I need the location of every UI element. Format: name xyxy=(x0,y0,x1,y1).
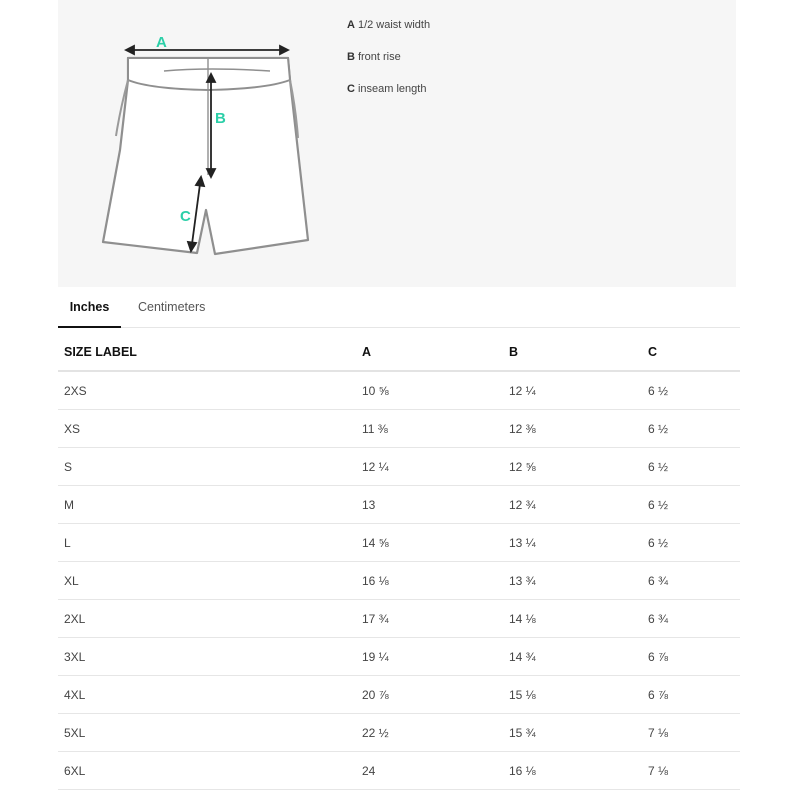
table-row xyxy=(58,410,740,448)
table-row xyxy=(58,371,740,410)
c-value-cell: 6 ½ xyxy=(642,448,740,486)
size-label-cell: S xyxy=(58,448,356,486)
b-value-cell: 15 ¾ xyxy=(503,714,642,752)
table-row xyxy=(58,562,740,600)
table-row xyxy=(58,486,740,524)
c-value-cell: 6 ½ xyxy=(642,486,740,524)
a-value-cell: 19 ¼ xyxy=(356,638,503,676)
size-chart-table xyxy=(58,333,740,790)
tab-inches[interactable]: Inches xyxy=(58,290,121,328)
legend-key: C xyxy=(347,83,355,95)
legend-text: front rise xyxy=(357,51,401,63)
b-value-cell: 14 ¾ xyxy=(503,638,642,676)
b-value-cell: 16 ⅛ xyxy=(503,752,642,790)
size-label-cell: 5XL xyxy=(58,714,356,752)
table-row xyxy=(58,524,740,562)
c-value-cell: 6 ½ xyxy=(642,524,740,562)
b-value-cell: 12 ¾ xyxy=(503,486,642,524)
c-value-cell: 6 ½ xyxy=(642,371,740,410)
size-label-cell: 4XL xyxy=(58,676,356,714)
a-value-cell: 24 xyxy=(356,752,503,790)
size-label-cell: XS xyxy=(58,410,356,448)
a-value-cell: 13 xyxy=(356,486,503,524)
legend-key: A xyxy=(347,19,355,31)
c-value-cell: 6 ¾ xyxy=(642,562,740,600)
table-row xyxy=(58,638,740,676)
table-body xyxy=(58,371,740,790)
c-value-cell: 6 ⅞ xyxy=(642,638,740,676)
diagram-label-a: A xyxy=(156,34,167,51)
table-row xyxy=(58,676,740,714)
column-header-size-label: SIZE LABEL xyxy=(58,333,356,371)
diagram-label-b: B xyxy=(215,110,226,127)
column-header-c: C xyxy=(642,333,740,371)
legend-item-b xyxy=(347,49,430,81)
b-value-cell: 13 ¾ xyxy=(503,562,642,600)
legend-text: inseam length xyxy=(357,83,427,95)
arrow-a xyxy=(126,46,288,54)
legend-text: 1/2 waist width xyxy=(357,19,431,31)
b-value-cell: 12 ⅜ xyxy=(503,410,642,448)
c-value-cell: 6 ¾ xyxy=(642,600,740,638)
table-row xyxy=(58,752,740,790)
table-header-row xyxy=(58,333,740,371)
table-row xyxy=(58,714,740,752)
column-header-b: B xyxy=(503,333,642,371)
a-value-cell: 22 ½ xyxy=(356,714,503,752)
c-value-cell: 6 ½ xyxy=(642,410,740,448)
a-value-cell: 10 ⅝ xyxy=(356,371,503,410)
table-row xyxy=(58,448,740,486)
size-label-cell: 2XL xyxy=(58,600,356,638)
a-value-cell: 14 ⅝ xyxy=(356,524,503,562)
legend-item-c xyxy=(347,81,430,113)
size-label-cell: 3XL xyxy=(58,638,356,676)
b-value-cell: 12 ¼ xyxy=(503,371,642,410)
unit-tabs xyxy=(58,290,740,328)
measurement-diagram-panel xyxy=(58,0,736,287)
b-value-cell: 15 ⅛ xyxy=(503,676,642,714)
diagram-label-c: C xyxy=(180,208,191,225)
column-header-a: A xyxy=(356,333,503,371)
b-value-cell: 14 ⅛ xyxy=(503,600,642,638)
size-label-cell: XL xyxy=(58,562,356,600)
a-value-cell: 11 ⅜ xyxy=(356,410,503,448)
c-value-cell: 7 ⅛ xyxy=(642,752,740,790)
size-label-cell: 6XL xyxy=(58,752,356,790)
a-value-cell: 17 ¾ xyxy=(356,600,503,638)
legend-key: B xyxy=(347,51,355,63)
c-value-cell: 7 ⅛ xyxy=(642,714,740,752)
size-label-cell: 2XS xyxy=(58,371,356,410)
measurement-legend xyxy=(347,17,430,113)
a-value-cell: 16 ⅛ xyxy=(356,562,503,600)
legend-item-a xyxy=(347,17,430,49)
table-row xyxy=(58,600,740,638)
size-label-cell: L xyxy=(58,524,356,562)
b-value-cell: 12 ⅝ xyxy=(503,448,642,486)
tab-centimeters[interactable]: Centimeters xyxy=(138,300,206,314)
c-value-cell: 6 ⅞ xyxy=(642,676,740,714)
a-value-cell: 12 ¼ xyxy=(356,448,503,486)
size-label-cell: M xyxy=(58,486,356,524)
b-value-cell: 13 ¼ xyxy=(503,524,642,562)
a-value-cell: 20 ⅞ xyxy=(356,676,503,714)
